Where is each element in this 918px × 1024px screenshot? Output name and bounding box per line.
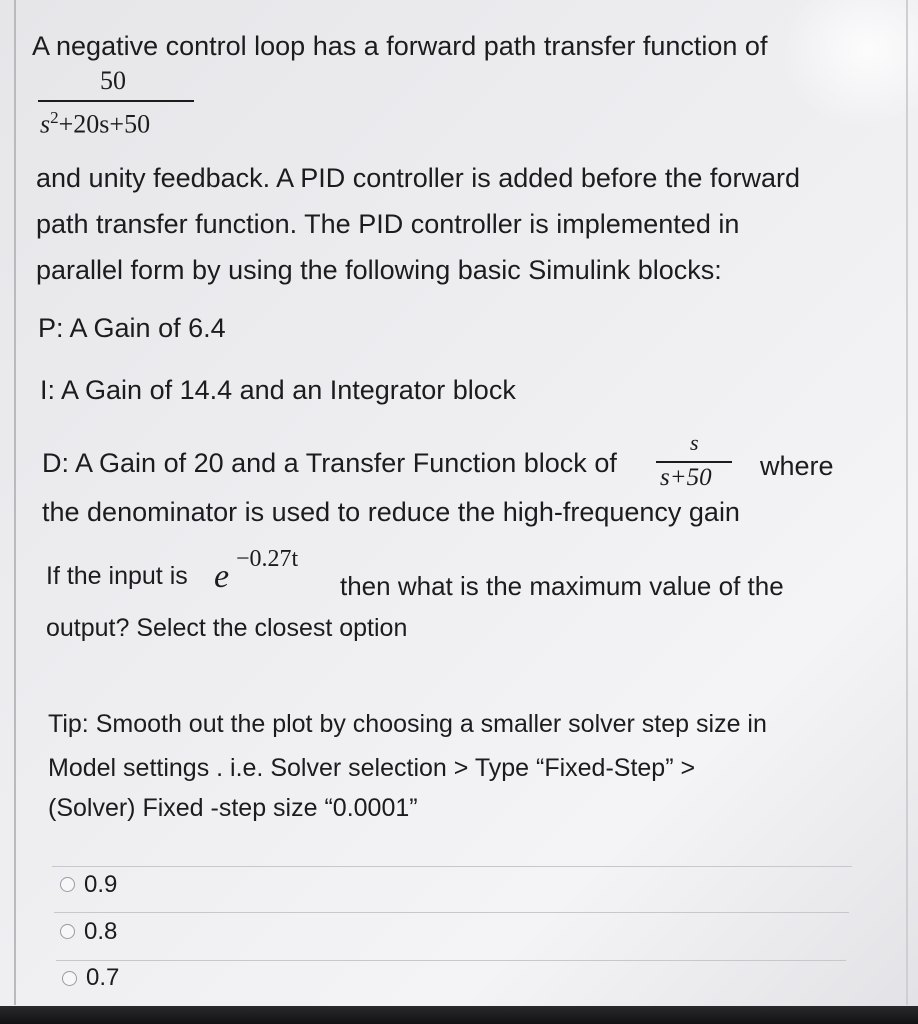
tf-denominator bbox=[40, 108, 150, 140]
tip-line-2: Model settings . i.e. Solver selection > Type “Fixed-Step” > bbox=[48, 754, 696, 782]
p-block-line: P: A Gain of 6.4 bbox=[38, 313, 226, 343]
input-base-e: e bbox=[214, 558, 230, 595]
d-frac-numerator: s bbox=[690, 430, 699, 455]
i-block-line: I: A Gain of 14.4 and an Integrator block bbox=[40, 375, 516, 405]
option-3-label: 0.7 bbox=[86, 964, 120, 991]
tip-line-3: (Solver) Fixed -step size “0.0001” bbox=[48, 794, 418, 822]
option-2-radio[interactable] bbox=[60, 924, 75, 939]
tf-den-rest: +20s+50 bbox=[58, 109, 151, 139]
question-line-4: parallel form by using the following basic Simulink blocks: bbox=[36, 255, 722, 285]
option-divider bbox=[56, 960, 846, 961]
d-block-line-b: the denominator is used to reduce the high-frequency gain bbox=[42, 497, 740, 527]
right-border bbox=[906, 0, 908, 1005]
option-2-label: 0.8 bbox=[84, 918, 118, 945]
input-line-a: If the input is bbox=[46, 562, 188, 590]
monitor-bezel bbox=[0, 1006, 918, 1024]
d-block-line-a: D: A Gain of 20 and a Transfer Function block of bbox=[42, 448, 617, 478]
input-line-b: then what is the maximum value of the bbox=[340, 571, 784, 601]
input-line-c: output? Select the closest option bbox=[46, 614, 408, 642]
option-divider bbox=[52, 866, 852, 867]
tf-numerator: 50 bbox=[100, 66, 126, 95]
input-exponent: −0.27t bbox=[236, 546, 299, 572]
tf-fraction-bar bbox=[38, 100, 194, 102]
tf-den-exp: 2 bbox=[50, 108, 59, 127]
tip-line-1: Tip: Smooth out the plot by choosing a smaller solver step size in bbox=[48, 710, 767, 738]
left-border bbox=[14, 0, 16, 1005]
question-line-3: path transfer function. The PID controller is implemented in bbox=[36, 209, 740, 239]
d-block-where: where bbox=[760, 451, 834, 481]
option-3-radio[interactable] bbox=[62, 971, 77, 986]
option-divider bbox=[54, 912, 849, 913]
option-1-radio[interactable] bbox=[60, 877, 75, 892]
screen-glare bbox=[778, 0, 918, 130]
option-1-label: 0.9 bbox=[84, 871, 118, 898]
tf-den-s: s bbox=[40, 109, 51, 139]
d-fraction-bar bbox=[656, 461, 732, 463]
question-line-2: and unity feedback. A PID controller is added before the forward bbox=[36, 163, 800, 193]
question-line-1: A negative control loop has a forward path transfer function of bbox=[32, 31, 768, 61]
d-frac-denominator: s+50 bbox=[660, 464, 712, 491]
